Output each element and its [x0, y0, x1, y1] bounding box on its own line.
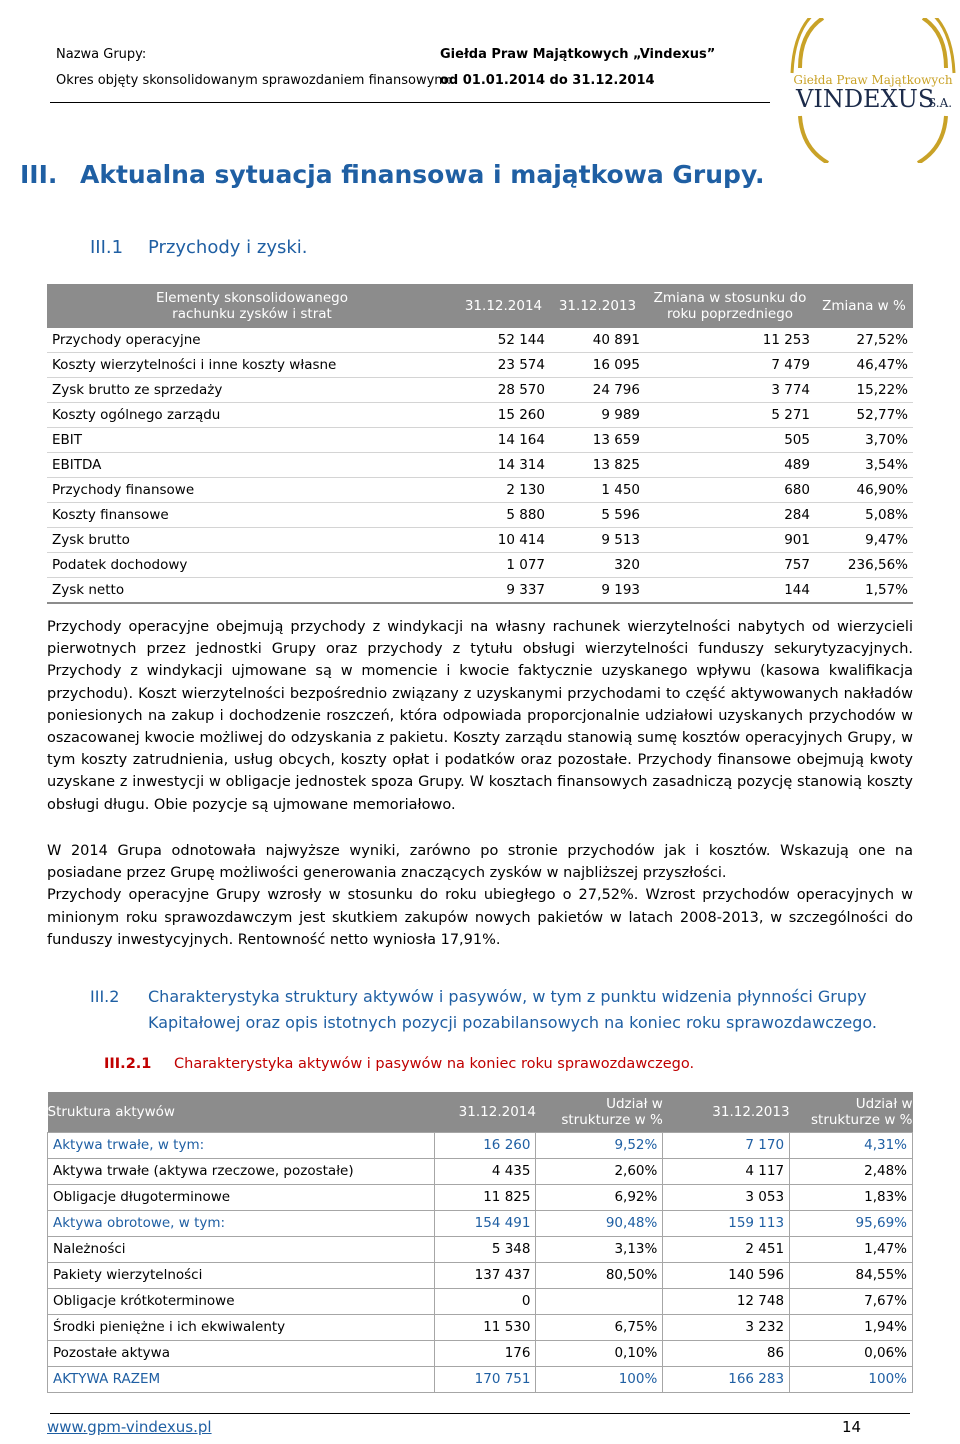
row-label: Koszty wierzytelności i inne koszty własne: [47, 353, 457, 378]
assets-header-2014: 31.12.2014: [434, 1092, 536, 1132]
row-label: EBITDA: [47, 453, 457, 478]
share-2013: 0,06%: [790, 1340, 913, 1366]
row-label: Zysk brutto ze sprzedaży: [47, 378, 457, 403]
asset-label: Aktywa obrotowe, w tym:: [48, 1210, 435, 1236]
subsection-title: Przychody i zyski.: [148, 237, 308, 258]
share-2013: 7,67%: [790, 1288, 913, 1314]
logo-tagline: Giełda Praw Majątkowych: [793, 73, 953, 87]
share-2014: 9,52%: [536, 1132, 663, 1158]
income-description-paragraph: Przychody operacyjne obejmują przychody z windykacji na własny rachunek wierzytelności nabytych od wierzycieli pierwotnych przez jednostki Grupy oraz przychody z tytułu obsługi wierzytelności funduszy sekurytyzacyjnych. Przychody z windykacji ujmowane są w momencie i kwocie faktycznie uzyskanego wpływu (kasowa kwalifikacja przychodu). Koszt wierzytelności bezpośrednio związany z uzyskanymi przychodami to część aktywowanych nakładów poniesionych na zakup i dochodzenie roszczeń, która odpowiada proporcjonalnie udziałowi uzyskanych przychodów w oszacowanej kwocie możliwej do odzyskania z pakietu. Koszty zarządu stanowią sumę kosztów operacyjnych Grupy, w tym koszty zatrudnienia, usług obcych, koszty opłat i podatków oraz pozostałe. Przychody finansowe obejmują kwoty uzyskane z inwestycji w obligacje jednostek spoza Grupy. W kosztach finansowych zasadniczą pozycję stanowią koszty obsługi długu. Obie pozycje są ujmowane memoriałowo.: [47, 619, 913, 813]
assets-header-share-2014-line2: strukturze w %: [561, 1111, 663, 1128]
share-2013: 1,94%: [790, 1314, 913, 1340]
value-2013: 86: [663, 1340, 790, 1366]
value-2013: 3 053: [663, 1184, 790, 1210]
value-2013: 1 450: [550, 478, 645, 503]
table-row: [48, 1210, 913, 1236]
logo-suffix: S.A.: [928, 96, 953, 110]
change-value: 11 253: [645, 328, 815, 353]
row-label: Koszty ogólnego zarządu: [47, 403, 457, 428]
table-row: [48, 1366, 913, 1392]
results-summary-text-b: Przychody operacyjne Grupy wzrosły w stosunku do roku ubiegłego o 27,52%. Wzrost przychodów operacyjnych w minionym roku sprawozdawczym jest skutkiem zakupów nowych pakietów w latach 2008-2013, w szczególności do funduszy inwestycyjnych. Rentowność netto wyniosła 17,91%.: [47, 887, 913, 948]
row-label: EBIT: [47, 428, 457, 453]
income-header-change-pct: Zmiana w %: [815, 284, 913, 328]
value-2014: 5 348: [434, 1236, 536, 1262]
value-2014: 170 751: [434, 1366, 536, 1392]
value-2013: 13 659: [550, 428, 645, 453]
table-row: [47, 378, 913, 403]
header-divider: [50, 102, 770, 103]
section-2-1-heading: [104, 1056, 694, 1072]
share-2013: 1,47%: [790, 1236, 913, 1262]
table-row: [47, 328, 913, 353]
assets-header-share-2013-line1: Udział w: [855, 1095, 913, 1112]
period-value: od 01.01.2014 do 31.12.2014: [440, 73, 655, 88]
value-2013: 9 989: [550, 403, 645, 428]
change-value: 757: [645, 553, 815, 578]
change-percent: 9,47%: [815, 528, 913, 553]
change-value: 901: [645, 528, 815, 553]
value-2014: 9 337: [457, 578, 550, 604]
section-2-1-number: III.2.1: [104, 1056, 152, 1072]
change-value: 505: [645, 428, 815, 453]
table-row: [47, 403, 913, 428]
value-2013: 320: [550, 553, 645, 578]
value-2013: 40 891: [550, 328, 645, 353]
value-2014: 10 414: [457, 528, 550, 553]
value-2014: 23 574: [457, 353, 550, 378]
table-row: [47, 503, 913, 528]
value-2013: 16 095: [550, 353, 645, 378]
share-2014: 2,60%: [536, 1158, 663, 1184]
value-2014: 176: [434, 1340, 536, 1366]
change-percent: 236,56%: [815, 553, 913, 578]
change-value: 284: [645, 503, 815, 528]
asset-label: Należności: [48, 1236, 435, 1262]
value-2014: 28 570: [457, 378, 550, 403]
change-value: 5 271: [645, 403, 815, 428]
income-header-element: [47, 284, 457, 328]
share-2013: 4,31%: [790, 1132, 913, 1158]
income-header-change-line1: Zmiana w stosunku do: [653, 290, 807, 306]
table-row: [47, 553, 913, 578]
value-2013: 7 170: [663, 1132, 790, 1158]
change-value: 680: [645, 478, 815, 503]
asset-label: Pakiety wierzytelności: [48, 1262, 435, 1288]
share-2014: 0,10%: [536, 1340, 663, 1366]
assets-structure-table: [47, 1092, 913, 1393]
income-header-change: [645, 284, 815, 328]
results-summary-text-a: W 2014 Grupa odnotowała najwyższe wyniki, zarówno po stronie przychodów jak i kosztów. Wskazują one na posiadane przez Grupę możliwości generowania znaczących zysków w najbliższej przyszłości.: [47, 843, 913, 882]
table-row: [48, 1288, 913, 1314]
share-2013: 1,83%: [790, 1184, 913, 1210]
change-percent: 3,54%: [815, 453, 913, 478]
share-2013: 95,69%: [790, 1210, 913, 1236]
subsection-number: III.1: [90, 237, 124, 258]
value-2014: 1 077: [457, 553, 550, 578]
footer-divider: [50, 1413, 910, 1414]
share-2014: 100%: [536, 1366, 663, 1392]
asset-label: Środki pieniężne i ich ekwiwalenty: [48, 1314, 435, 1340]
asset-label: Obligacje krótkoterminowe: [48, 1288, 435, 1314]
income-header-2013: 31.12.2013: [550, 284, 645, 328]
share-2014: 6,92%: [536, 1184, 663, 1210]
change-percent: 5,08%: [815, 503, 913, 528]
income-header-2014: 31.12.2014: [457, 284, 550, 328]
value-2014: 52 144: [457, 328, 550, 353]
income-header-element-line1: Elementy skonsolidowanego: [156, 290, 348, 306]
value-2013: 13 825: [550, 453, 645, 478]
change-percent: 46,47%: [815, 353, 913, 378]
share-2014: 80,50%: [536, 1262, 663, 1288]
share-2014: [536, 1288, 663, 1314]
change-percent: 46,90%: [815, 478, 913, 503]
row-label: Zysk brutto: [47, 528, 457, 553]
income-header-element-line2: rachunku zysków i strat: [172, 306, 332, 322]
assets-header-share-2013-line2: strukturze w %: [811, 1111, 913, 1128]
value-2013: 140 596: [663, 1262, 790, 1288]
assets-header-2013: 31.12.2013: [663, 1092, 790, 1132]
table-row: [47, 353, 913, 378]
asset-label: Aktywa trwałe (aktywa rzeczowe, pozostałe): [48, 1158, 435, 1184]
table-row: [48, 1132, 913, 1158]
value-2014: 11 530: [434, 1314, 536, 1340]
change-value: 489: [645, 453, 815, 478]
assets-header-structure: Struktura aktywów: [48, 1092, 435, 1132]
asset-label: AKTYWA RAZEM: [48, 1366, 435, 1392]
value-2013: 166 283: [663, 1366, 790, 1392]
asset-label: Obligacje długoterminowe: [48, 1184, 435, 1210]
subsection-heading: [90, 237, 308, 258]
asset-label: Aktywa trwałe, w tym:: [48, 1132, 435, 1158]
table-row: [47, 478, 913, 503]
change-percent: 15,22%: [815, 378, 913, 403]
value-2013: 12 748: [663, 1288, 790, 1314]
share-2013: 84,55%: [790, 1262, 913, 1288]
value-2013: 24 796: [550, 378, 645, 403]
value-2014: 137 437: [434, 1262, 536, 1288]
row-label: Przychody operacyjne: [47, 328, 457, 353]
vindexus-logo: [788, 18, 958, 163]
assets-header-share-2013: [790, 1092, 913, 1132]
section-title: Aktualna sytuacja finansowa i majątkowa Grupy.: [80, 160, 765, 189]
table-row: [48, 1184, 913, 1210]
table-row: [48, 1236, 913, 1262]
table-row: [48, 1314, 913, 1340]
table-row: [48, 1158, 913, 1184]
asset-label: Pozostałe aktywa: [48, 1340, 435, 1366]
value-2014: 11 825: [434, 1184, 536, 1210]
value-2013: 9 513: [550, 528, 645, 553]
change-percent: 52,77%: [815, 403, 913, 428]
table-row: [48, 1340, 913, 1366]
section-2-1-title: Charakterystyka aktywów i pasywów na koniec roku sprawozdawczego.: [174, 1056, 695, 1072]
table-row: [47, 578, 913, 604]
period-label: Okres objęty skonsolidowanym sprawozdaniem finansowym:: [56, 73, 452, 88]
table-row: [47, 528, 913, 553]
share-2014: 6,75%: [536, 1314, 663, 1340]
change-value: 7 479: [645, 353, 815, 378]
page-number: 14: [842, 1418, 862, 1436]
footer-website-link[interactable]: www.gpm-vindexus.pl: [47, 1418, 212, 1436]
value-2013: 159 113: [663, 1210, 790, 1236]
row-label: Przychody finansowe: [47, 478, 457, 503]
change-percent: 3,70%: [815, 428, 913, 453]
change-value: 3 774: [645, 378, 815, 403]
share-2014: 90,48%: [536, 1210, 663, 1236]
group-name-value: Giełda Praw Majątkowych „Vindexus”: [440, 47, 716, 62]
income-table-header: [47, 284, 913, 328]
value-2013: 9 193: [550, 578, 645, 604]
value-2014: 16 260: [434, 1132, 536, 1158]
assets-table-header: [48, 1092, 913, 1132]
value-2014: 14 164: [457, 428, 550, 453]
value-2014: 14 314: [457, 453, 550, 478]
assets-header-share-2014: [536, 1092, 663, 1132]
value-2013: 2 451: [663, 1236, 790, 1262]
change-percent: 27,52%: [815, 328, 913, 353]
value-2013: 3 232: [663, 1314, 790, 1340]
income-statement-table: [47, 284, 913, 604]
value-2014: 5 880: [457, 503, 550, 528]
section-2-title: Charakterystyka struktury aktywów i pasywów, w tym z punktu widzenia płynności Grupy Kapitałowej oraz opis istotnych pozycji pozabilansowych na koniec roku sprawozdawczego.: [148, 987, 877, 1032]
row-label: Koszty finansowe: [47, 503, 457, 528]
section-2-number: III.2: [90, 987, 120, 1006]
share-2013: 100%: [790, 1366, 913, 1392]
row-label: Zysk netto: [47, 578, 457, 604]
group-name-label: Nazwa Grupy:: [56, 47, 147, 62]
row-label: Podatek dochodowy: [47, 553, 457, 578]
results-summary-paragraph: [47, 840, 913, 951]
change-percent: 1,57%: [815, 578, 913, 604]
logo-brand: VINDEXUS: [796, 85, 935, 113]
value-2013: 4 117: [663, 1158, 790, 1184]
assets-header-share-2014-line1: Udział w: [606, 1095, 663, 1112]
value-2014: 0: [434, 1288, 536, 1314]
value-2014: 154 491: [434, 1210, 536, 1236]
section-heading: [20, 160, 764, 189]
value-2014: 15 260: [457, 403, 550, 428]
section-number: III.: [20, 160, 58, 189]
value-2013: 5 596: [550, 503, 645, 528]
share-2013: 2,48%: [790, 1158, 913, 1184]
value-2014: 2 130: [457, 478, 550, 503]
table-row: [47, 453, 913, 478]
change-value: 144: [645, 578, 815, 604]
table-row: [47, 428, 913, 453]
income-header-change-line2: roku poprzedniego: [666, 306, 794, 322]
share-2014: 3,13%: [536, 1236, 663, 1262]
table-row: [48, 1262, 913, 1288]
value-2014: 4 435: [434, 1158, 536, 1184]
